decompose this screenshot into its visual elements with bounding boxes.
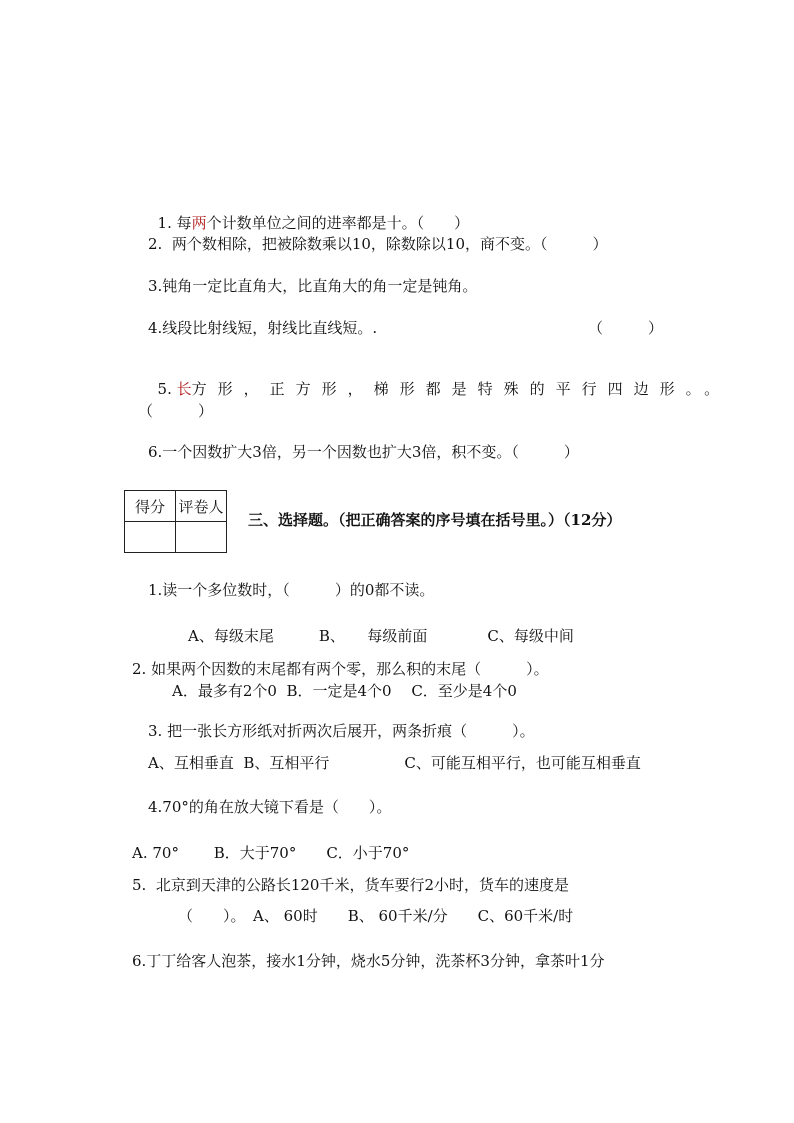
choice-q2-options: A．最多有2个0 B．一定是4个0 C．至少是4个0: [172, 682, 517, 700]
section3-title: 三、选择题。（把正确答案的序号填在括号里。）（12分）: [248, 511, 622, 529]
q1-text-post: 个计数单位之间的进率都是十。（ ）: [206, 214, 470, 232]
choice-q6: 6.丁丁给客人泡茶，接水1分钟，烧水5分钟，洗茶杯3分钟，拿茶叶1分: [132, 952, 605, 970]
judgment-q4: 4.线段比射线短，射线比直线短。.: [148, 319, 378, 337]
q1-text-pre: 每: [176, 214, 192, 232]
q5-highlight: 长: [176, 380, 192, 398]
judgment-q1: [148, 193, 469, 233]
grader-cell[interactable]: [176, 522, 227, 553]
judgment-q4-paren: （ ）: [588, 319, 664, 337]
judgment-q2: 2. 两个数相除，把被除数乘以10，除数除以10，商不变。（ ）: [148, 235, 608, 253]
score-cell[interactable]: [125, 522, 176, 553]
choice-q5: 5. 北京到天津的公路长120千米，货车要行2小时，货车的速度是: [132, 876, 570, 894]
q5-text-post: 方形，正方形，梯形都是特殊的平行四边形。。: [191, 380, 731, 398]
choice-q3-options: A、互相垂直 B、互相平行 C、可能互相平行，也可能互相垂直: [148, 754, 641, 772]
choice-q4-options: A. 70° B．大于70° C．小于70°: [132, 844, 410, 862]
q5-number: 5.: [157, 380, 172, 398]
choice-q2: 2. 如果两个因数的末尾都有两个零，那么积的末尾（ ）。: [132, 660, 549, 678]
choice-q3: 3. 把一张长方形纸对折两次后展开，两条折痕（ ）。: [148, 722, 535, 740]
judgment-q5: [148, 359, 730, 399]
q1-highlight: 两: [191, 214, 207, 232]
grader-label: 评卷人: [176, 491, 227, 522]
choice-q1-options: A、每级末尾 B、 每级前面 C、每级中间: [188, 627, 574, 645]
q1-number: 1.: [157, 214, 172, 232]
score-box: [124, 490, 227, 553]
choice-q4: 4.70°的角在放大镜下看是（ ）。: [148, 798, 392, 816]
choice-q5-options: （ ）。 A、 60时 B、 60千米/分 C、60千米/时: [178, 907, 574, 925]
judgment-q3: 3.钝角一定比直角大，比直角大的角一定是钝角。: [148, 277, 478, 295]
judgment-q6: 6.一个因数扩大3倍，另一个因数也扩大3倍，积不变。（ ）: [148, 443, 579, 461]
choice-q1: 1.读一个多位数时，（ ）的0都不读。: [148, 581, 435, 599]
judgment-q5-paren: （ ）: [138, 402, 214, 420]
score-label: 得分: [125, 491, 176, 522]
